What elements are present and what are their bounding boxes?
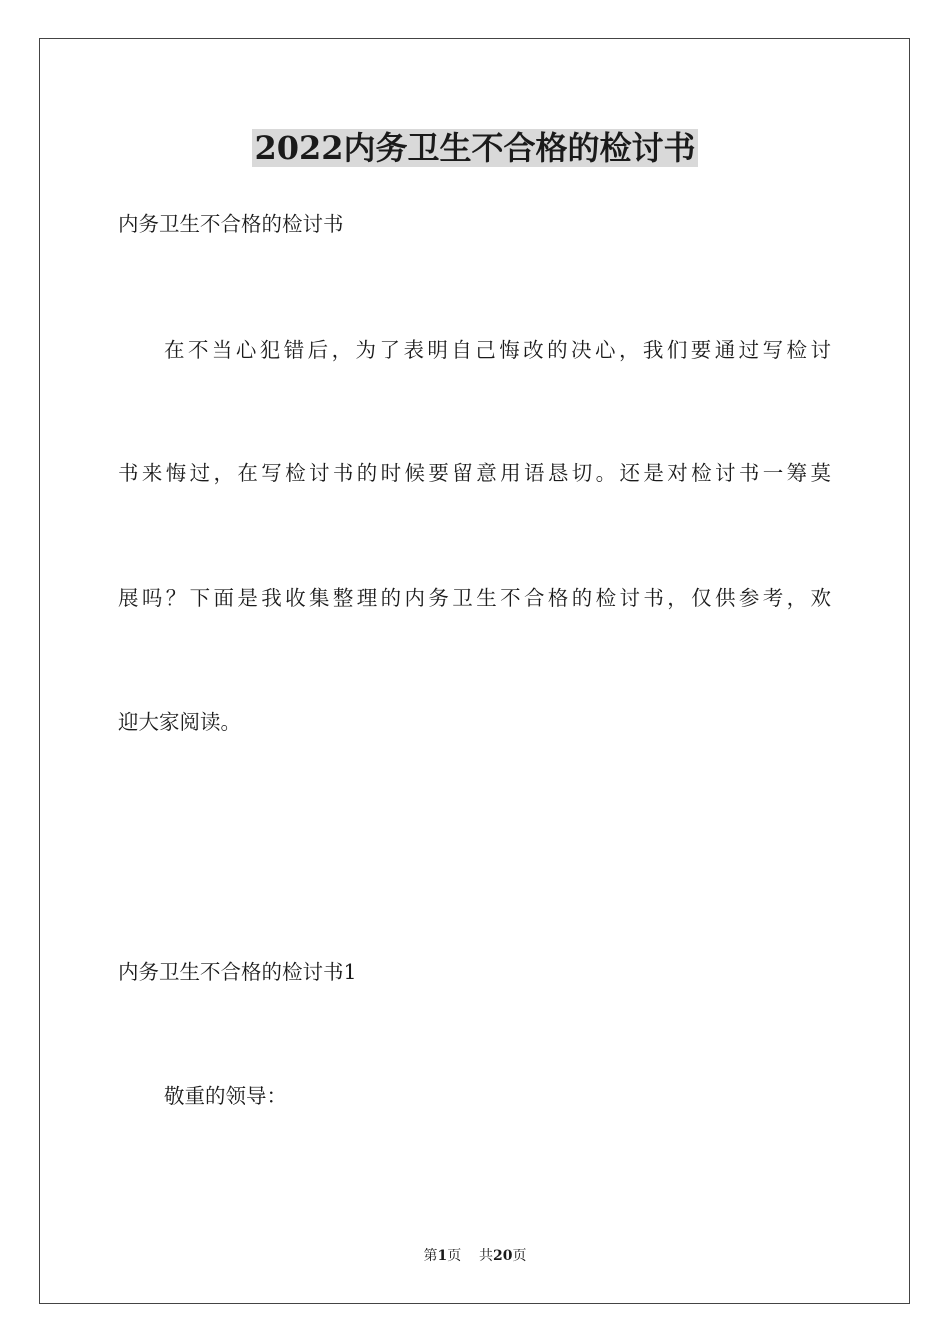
intro-line-1: 在不当心犯错后，为了表明自己悔改的决心，我们要通过写检讨 — [164, 338, 831, 362]
intro-line-4: 迎大家阅读。 — [118, 710, 241, 734]
intro-line-2: 书来悔过，在写检讨书的时候要留意用语恳切。还是对检讨书一筹莫 — [118, 461, 831, 485]
footer-page-total: 20 — [493, 1248, 513, 1264]
section-heading: 内务卫生不合格的检讨书1 — [118, 960, 357, 984]
document-title-text: 2022内务卫生不合格的检讨书 — [254, 129, 696, 167]
footer-total-unit: 页 — [512, 1248, 527, 1264]
footer-page-unit: 页 — [447, 1248, 462, 1264]
salutation: 敬重的领导： — [164, 1084, 287, 1108]
subtitle: 内务卫生不合格的检讨书 — [118, 212, 344, 236]
footer-page-current: 1 — [437, 1248, 448, 1264]
page-footer — [0, 1247, 950, 1265]
footer-total-prefix: 共 — [479, 1248, 494, 1264]
intro-line-3: 展吗？下面是我收集整理的内务卫生不合格的检讨书，仅供参考，欢 — [118, 586, 831, 610]
document-title — [0, 128, 950, 168]
footer-page-prefix: 第 — [423, 1248, 438, 1264]
